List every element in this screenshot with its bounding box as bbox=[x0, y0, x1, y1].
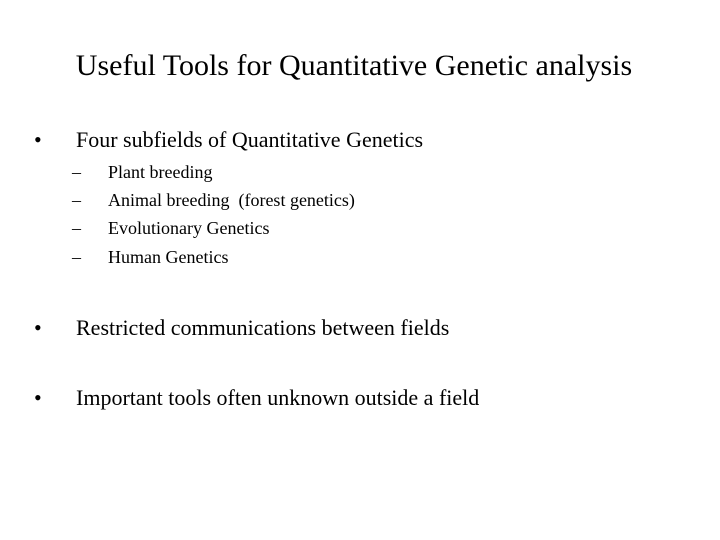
bullet-item bbox=[34, 126, 423, 154]
bullet-text: Restricted communications between fields bbox=[76, 315, 450, 340]
sub-bullet-text: Animal breeding (forest genetics) bbox=[108, 190, 355, 210]
sub-bullet-text: Evolutionary Genetics bbox=[108, 218, 270, 238]
dash-icon: – bbox=[72, 247, 81, 267]
dash-icon: – bbox=[72, 218, 81, 238]
sub-bullet-text: Human Genetics bbox=[108, 247, 229, 267]
dash-icon: – bbox=[72, 162, 81, 182]
bullet-dot-icon: • bbox=[34, 127, 42, 152]
bullet-item bbox=[34, 384, 479, 412]
sub-bullet-item bbox=[72, 246, 228, 268]
sub-bullet-text: Plant breeding bbox=[108, 162, 213, 182]
bullet-text: Important tools often unknown outside a field bbox=[76, 385, 480, 410]
bullet-text: Four subfields of Quantitative Genetics bbox=[76, 127, 424, 152]
bullet-dot-icon: • bbox=[34, 385, 42, 410]
slide-title: Useful Tools for Quantitative Genetic analysis bbox=[75, 49, 633, 82]
bullet-item bbox=[34, 314, 449, 342]
dash-icon: – bbox=[72, 190, 81, 210]
bullet-dot-icon: • bbox=[34, 315, 42, 340]
sub-bullet-item bbox=[72, 217, 269, 239]
sub-bullet-item bbox=[72, 189, 355, 211]
sub-bullet-item bbox=[72, 161, 212, 183]
